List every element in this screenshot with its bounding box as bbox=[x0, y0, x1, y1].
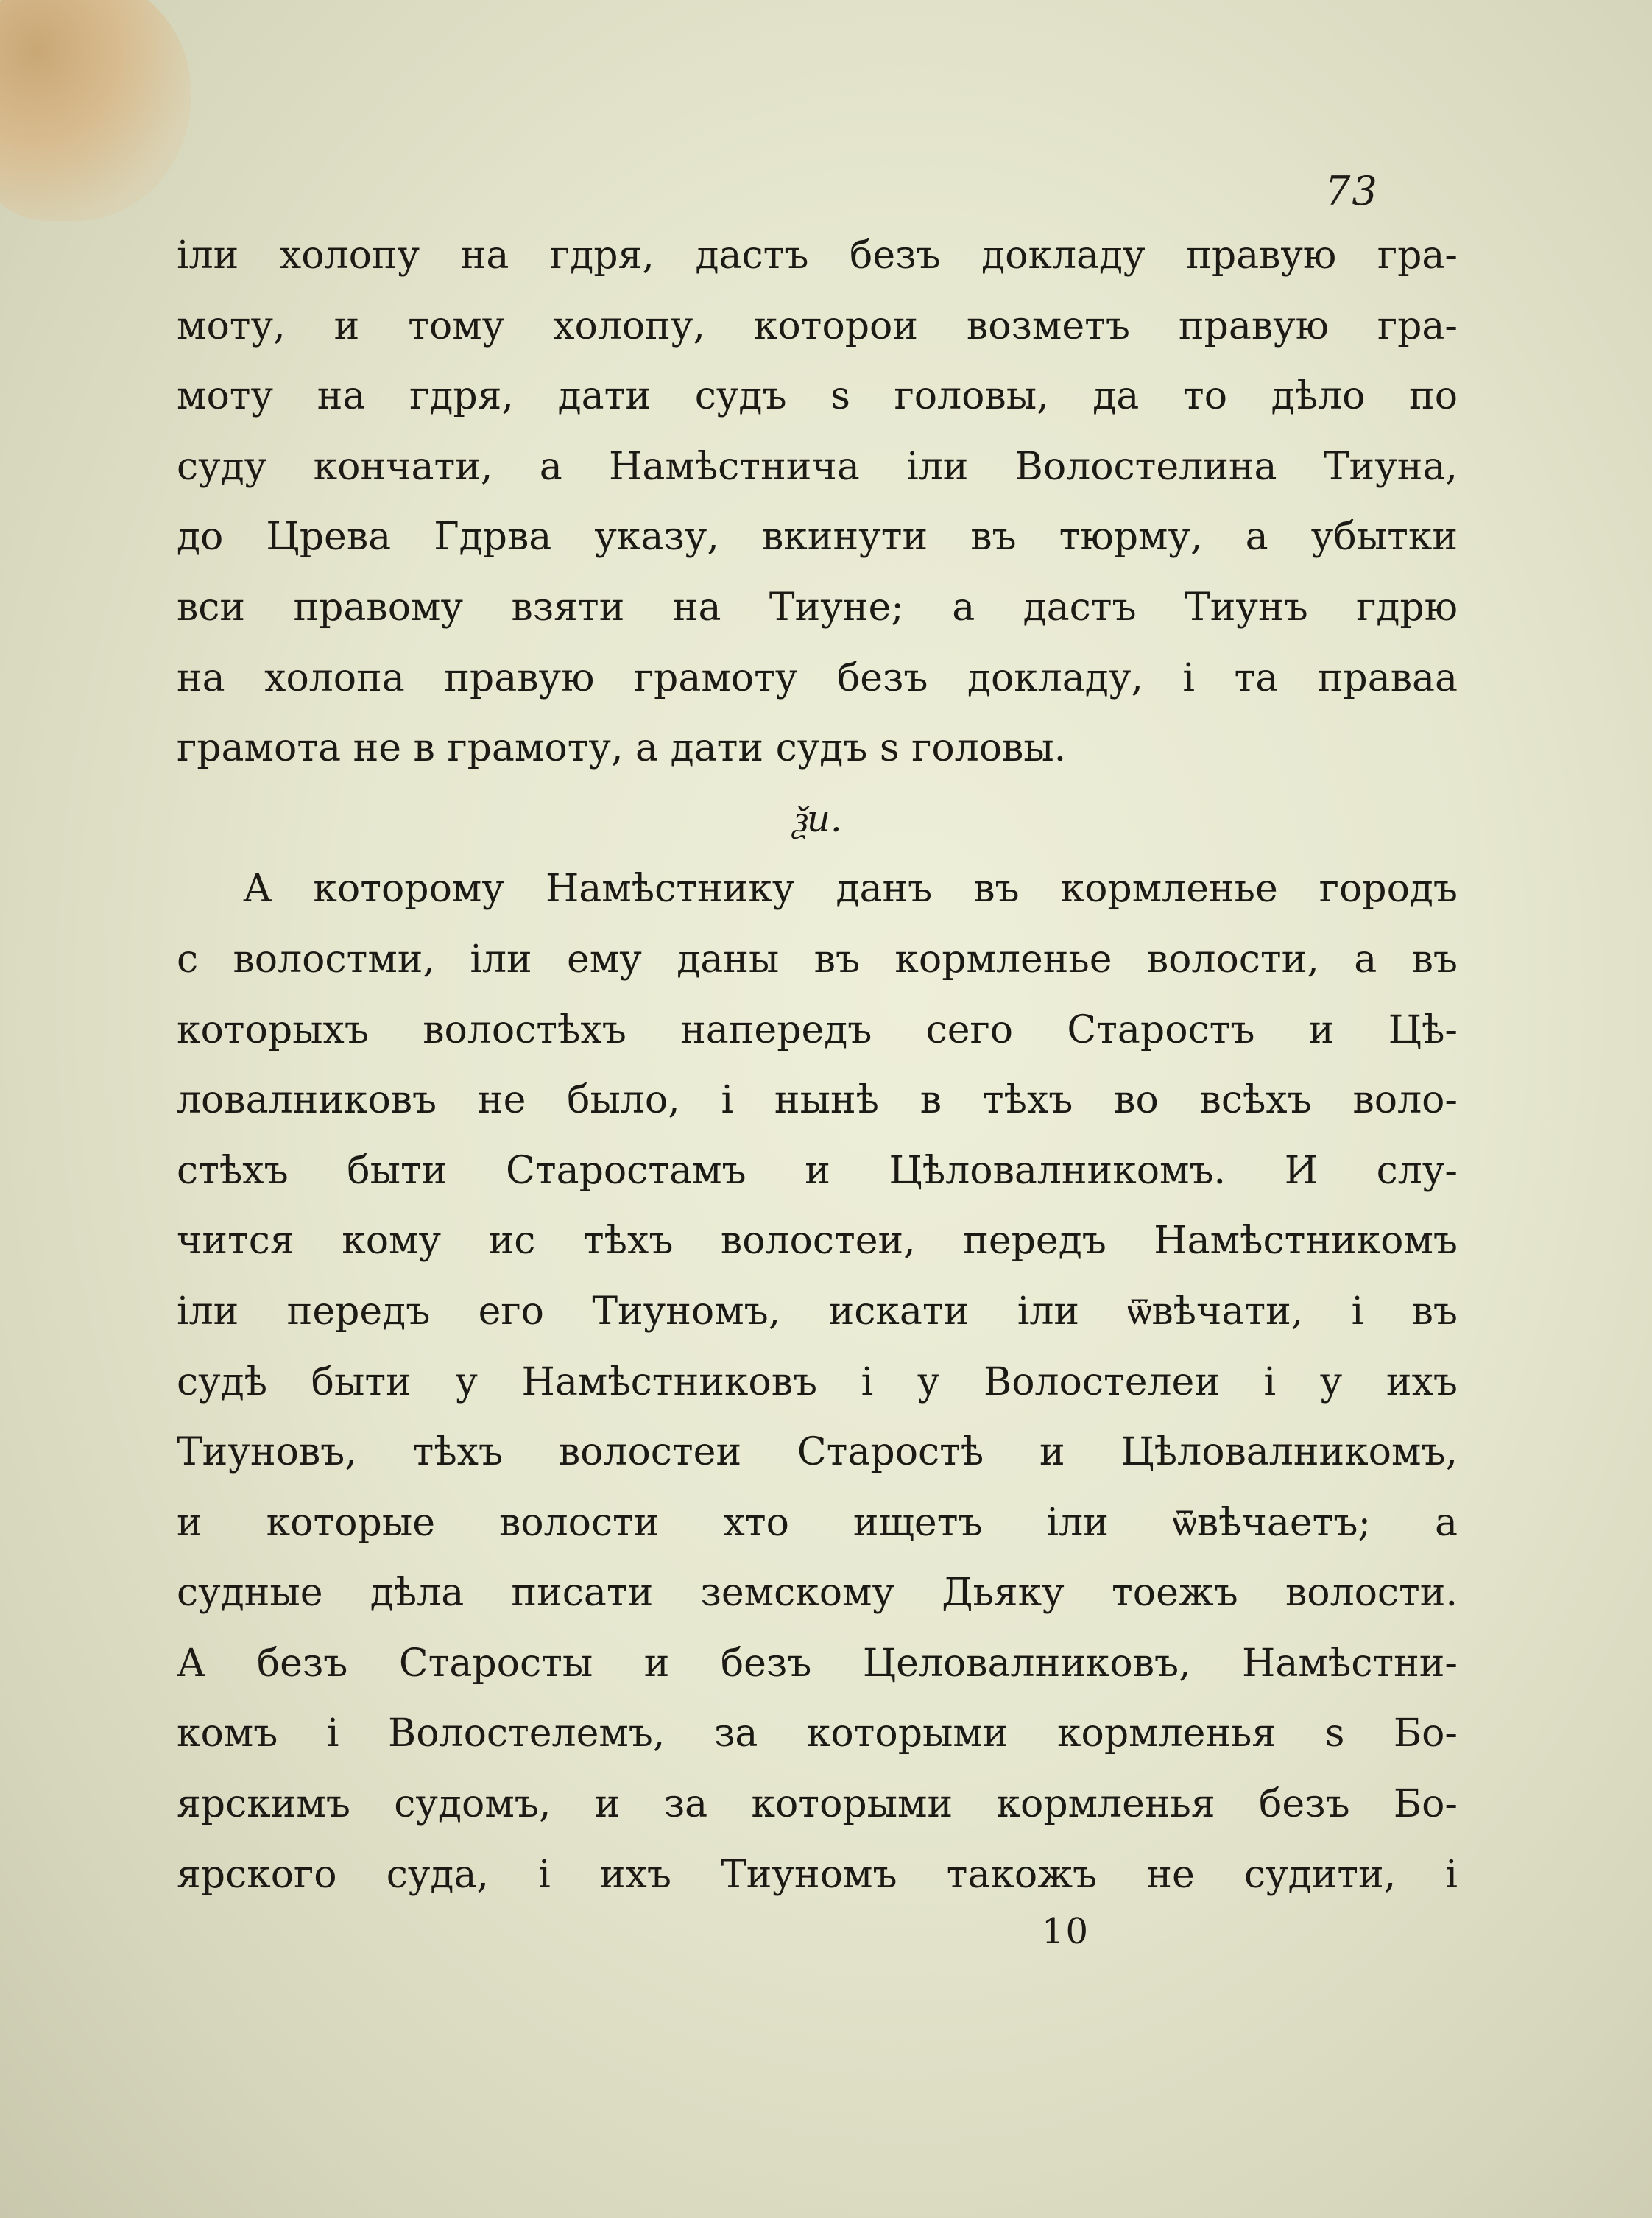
text-line: комъ і Волостелемъ, зa которыми кормленья s Бо- bbox=[177, 1711, 1458, 1756]
text-line: моту на гдря, дати судъ s головы, да то дѣло по bbox=[177, 374, 1458, 419]
text-line: до Црева Гдрва указу, вкинути въ тюрму, а убытки bbox=[177, 515, 1458, 560]
text-line: с волостми, іли ему даны въ кормленье волости, а въ bbox=[177, 937, 1458, 982]
text-line: чится кому ис тѣхъ волостеи, передъ Намѣстникомъ bbox=[177, 1219, 1458, 1264]
text-line: и которые волости хто ищетъ іли ѿвѣчаетъ; а bbox=[177, 1500, 1458, 1545]
page-number: 73 bbox=[1325, 168, 1379, 214]
text-line: суду кончати, а Намѣстнича іли Волостелина Тиуна, bbox=[177, 444, 1458, 489]
text-line: іли передъ его Тиуномъ, искати іли ѿвѣчати, і въ bbox=[177, 1289, 1458, 1334]
text-line: Тиуновъ, тѣхъ волостеи Старостѣ и Цѣловалникомъ, bbox=[177, 1430, 1458, 1475]
text-line: ярскимъ судомъ, и зa которыми кормленья безъ Бо- bbox=[177, 1782, 1458, 1827]
text-line: судные дѣла писати земскому Дьяку тоежъ волости. bbox=[177, 1571, 1458, 1616]
text-line: вси правому взяти на Тиуне; а дастъ Тиунъ гдрю bbox=[177, 585, 1458, 630]
text-line: ярского суда, і ихъ Тиуномъ такожъ не судити, і bbox=[177, 1852, 1458, 1897]
body-text bbox=[177, 221, 1458, 1910]
printer-signature-mark: 10 bbox=[1042, 1911, 1090, 1952]
text-line: іли холопу на гдря, дастъ безъ докладу правую гра- bbox=[177, 233, 1458, 278]
section-number: ѯи. bbox=[792, 797, 842, 840]
paragraph-1 bbox=[177, 221, 1458, 784]
text-line: стѣхъ быти Старостамъ и Цѣловалникомъ. И слу- bbox=[177, 1148, 1458, 1193]
text-line: А безъ Старосты и безъ Целовалниковъ, Намѣстни- bbox=[177, 1641, 1458, 1686]
text-line: А которому Намѣстнику данъ въ кормленье городъ bbox=[243, 867, 1458, 912]
text-line: моту, и тому холопу, которои возметъ правую гра- bbox=[177, 303, 1458, 348]
water-stain bbox=[0, 0, 191, 221]
text-line: которыхъ волостѣхъ напередъ сего Старостъ и Цѣ- bbox=[177, 1007, 1458, 1052]
paragraph-2 bbox=[177, 854, 1458, 1910]
text-line: грамота не в грамоту, а дати судъ s головы. bbox=[177, 726, 1067, 771]
text-line: на холопа правую грамоту безъ докладу, і та праваа bbox=[177, 655, 1458, 700]
text-line: судѣ быти у Намѣстниковъ і у Волостелеи і у ихъ bbox=[177, 1359, 1458, 1404]
text-line: ловалниковъ не было, і нынѣ в тѣхъ во всѣхъ воло- bbox=[177, 1078, 1458, 1123]
